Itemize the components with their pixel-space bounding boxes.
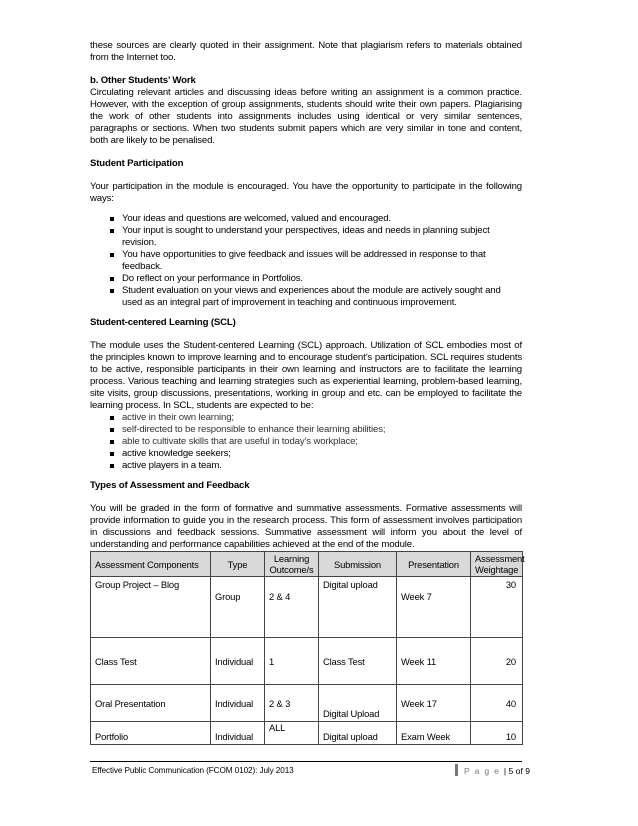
- list-item: Student evaluation on your views and experiences about the module are actively sought and used as an integral part of improvement in teaching and continuous improvement.: [90, 285, 522, 309]
- bullet-icon: [110, 229, 114, 233]
- bullet-icon: [110, 452, 114, 456]
- list-item: active in their own learning;: [90, 412, 522, 424]
- bullet-icon: [110, 217, 114, 221]
- list-item: self-directed to be responsible to enhance their learning abilities;: [90, 424, 522, 436]
- table-cell: Digital Upload: [319, 685, 397, 722]
- table-cell: ALL: [265, 722, 319, 745]
- footer-page-indicator: [464, 766, 530, 776]
- scl-list: [90, 412, 522, 472]
- assessment-table: [90, 551, 523, 745]
- bullet-icon: [110, 277, 114, 281]
- list-item: active players in a team.: [90, 460, 522, 472]
- table-cell: Individual: [211, 722, 265, 745]
- table-cell: 10: [471, 722, 523, 745]
- student-participation-heading: Student Participation: [90, 158, 184, 169]
- column-header: Presentation: [397, 552, 471, 577]
- page-label: P a g e: [464, 766, 501, 776]
- table-row: [91, 638, 523, 685]
- assessment-heading: Types of Assessment and Feedback: [90, 480, 250, 491]
- table-cell: 2 & 4: [265, 577, 319, 638]
- page-number: | 5 of 9: [503, 766, 531, 776]
- table-cell: Portfolio: [91, 722, 211, 745]
- column-header: Type: [211, 552, 265, 577]
- table-cell: Exam Week: [397, 722, 471, 745]
- column-header: Assessment Components: [91, 552, 211, 577]
- participation-list: [90, 213, 522, 309]
- table-cell: Group: [211, 577, 265, 638]
- table-cell: Group Project – Blog: [91, 577, 211, 638]
- column-header: Learning Outcome/s: [265, 552, 319, 577]
- plagiarism-continued-paragraph: these sources are clearly quoted in their assignment. Note that plagiarism refers to materials obtained from the Internet too.: [90, 40, 522, 63]
- table-header-row: [91, 552, 523, 577]
- table-cell: Individual: [211, 638, 265, 685]
- table-cell: Class Test: [319, 638, 397, 685]
- list-item: Do reflect on your performance in Portfolios.: [90, 273, 522, 285]
- table-row: [91, 722, 523, 745]
- table-cell: Week 11: [397, 638, 471, 685]
- column-header: Submission: [319, 552, 397, 577]
- table-cell: Oral Presentation: [91, 685, 211, 722]
- footer-course-title: Effective Public Communication (FCOM 0102): July 2013: [92, 766, 294, 775]
- other-students-heading: b. Other Students’ Work: [90, 75, 196, 86]
- table-cell: Week 17: [397, 685, 471, 722]
- scl-paragraph: The module uses the Student-centered Learning (SCL) approach. Utilization of SCL embodies most of the principles known to improve learning and to encourage student’s participation. SCL requires students to be active, responsible participants in their own learning and instructors are to facilitate the learning process. Various teaching and learning strategies such as experiential learning, problem-based learning, site visits, group discussions, presentations, working in group and etc. can be employed to facilitate the learning process. In SCL, students are expected to be:: [90, 340, 522, 411]
- list-item: You have opportunities to give feedback and issues will be addressed in response to that feedback.: [90, 249, 522, 273]
- bullet-icon: [110, 289, 114, 293]
- list-item: active knowledge seekers;: [90, 448, 522, 460]
- assessment-paragraph: You will be graded in the form of formative and summative assessments. Formative assessments will provide information to guide you in the research process. This form of assessment involves participation in discussions and feedback sessions. Summative assessment will inform you about the level of understanding and performance capabilities achieved at the end of the module.: [90, 503, 522, 550]
- bullet-icon: [110, 440, 114, 444]
- other-students-paragraph: Circulating relevant articles and discussing ideas before writing an assignment is a common practice. However, with the exception of group assignments, students should write their own papers. Plagiarising the work of other students into assignments includes using identical or very similar sentences, paragraphs or sections. When two students submit papers which are very similar in tone and content, both are likely to be penalised.: [90, 87, 522, 146]
- table-cell: 40: [471, 685, 523, 722]
- bullet-icon: [110, 253, 114, 257]
- page-content: [90, 40, 525, 745]
- bullet-icon: [110, 428, 114, 432]
- table-cell: 1: [265, 638, 319, 685]
- bullet-icon: [110, 416, 114, 420]
- table-row: [91, 685, 523, 722]
- table-cell: 30: [471, 577, 523, 638]
- scl-heading: Student-centered Learning (SCL): [90, 317, 236, 328]
- table-row: [91, 577, 523, 638]
- column-header: Assessment Weightage: [471, 552, 523, 577]
- table-cell: Week 7: [397, 577, 471, 638]
- table-cell: 2 & 3: [265, 685, 319, 722]
- table-cell: Individual: [211, 685, 265, 722]
- list-item: Your input is sought to understand your perspectives, ideas and needs in planning subject revision.: [90, 225, 522, 249]
- participation-intro-paragraph: Your participation in the module is encouraged. You have the opportunity to participate in the following ways:: [90, 181, 522, 204]
- table-cell: Digital upload: [319, 577, 397, 638]
- footer-separator: [455, 764, 458, 776]
- table-cell: Digital upload: [319, 722, 397, 745]
- footer-divider: [90, 761, 522, 762]
- bullet-icon: [110, 464, 114, 468]
- list-item: Your ideas and questions are welcomed, valued and encouraged.: [90, 213, 522, 225]
- table-cell: 20: [471, 638, 523, 685]
- table-cell: Class Test: [91, 638, 211, 685]
- list-item: able to cultivate skills that are useful in today’s workplace;: [90, 436, 522, 448]
